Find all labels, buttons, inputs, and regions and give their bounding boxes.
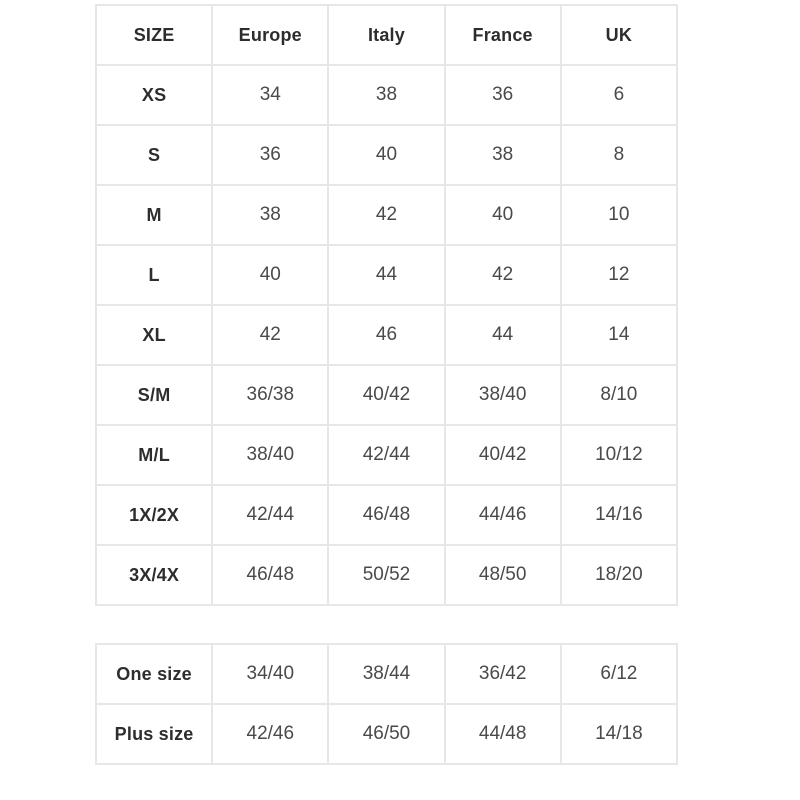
value-cell: 8/10 (561, 365, 677, 425)
row-label-cell: S (96, 125, 212, 185)
row-label-cell: 3X/4X (96, 545, 212, 605)
row-label-cell: Plus size (96, 704, 212, 764)
value-cell: 36/42 (445, 644, 561, 704)
table-row (96, 425, 677, 485)
table-row (96, 644, 677, 704)
value-cell: 34/40 (212, 644, 328, 704)
table-header-row (96, 5, 677, 65)
row-label-cell: L (96, 245, 212, 305)
header-cell: France (445, 5, 561, 65)
row-label-cell: M/L (96, 425, 212, 485)
row-label-cell: XL (96, 305, 212, 365)
value-cell: 46/48 (328, 485, 444, 545)
value-cell: 42/46 (212, 704, 328, 764)
header-cell: SIZE (96, 5, 212, 65)
table-row (96, 65, 677, 125)
value-cell: 38 (328, 65, 444, 125)
value-cell: 14 (561, 305, 677, 365)
value-cell: 36/38 (212, 365, 328, 425)
value-cell: 40 (328, 125, 444, 185)
value-cell: 6 (561, 65, 677, 125)
row-label-cell: S/M (96, 365, 212, 425)
one-size-plus-size-table (95, 643, 678, 765)
value-cell: 48/50 (445, 545, 561, 605)
value-cell: 50/52 (328, 545, 444, 605)
table-row (96, 185, 677, 245)
value-cell: 44/46 (445, 485, 561, 545)
header-cell: Italy (328, 5, 444, 65)
size-conversion-table-body (96, 65, 677, 605)
value-cell: 12 (561, 245, 677, 305)
value-cell: 10 (561, 185, 677, 245)
size-chart-page (95, 4, 678, 765)
value-cell: 38/40 (445, 365, 561, 425)
value-cell: 36 (445, 65, 561, 125)
table-row (96, 125, 677, 185)
value-cell: 46 (328, 305, 444, 365)
value-cell: 40 (445, 185, 561, 245)
one-size-plus-size-table-body (96, 644, 677, 764)
value-cell: 40 (212, 245, 328, 305)
table-row (96, 704, 677, 764)
value-cell: 42/44 (212, 485, 328, 545)
value-cell: 42 (445, 245, 561, 305)
value-cell: 38/40 (212, 425, 328, 485)
header-cell: Europe (212, 5, 328, 65)
value-cell: 36 (212, 125, 328, 185)
size-conversion-table (95, 4, 678, 606)
value-cell: 14/16 (561, 485, 677, 545)
value-cell: 14/18 (561, 704, 677, 764)
table-row (96, 485, 677, 545)
value-cell: 38/44 (328, 644, 444, 704)
header-cell: UK (561, 5, 677, 65)
value-cell: 42/44 (328, 425, 444, 485)
value-cell: 46/50 (328, 704, 444, 764)
value-cell: 40/42 (328, 365, 444, 425)
row-label-cell: M (96, 185, 212, 245)
value-cell: 46/48 (212, 545, 328, 605)
value-cell: 44 (445, 305, 561, 365)
value-cell: 44 (328, 245, 444, 305)
value-cell: 42 (328, 185, 444, 245)
row-label-cell: XS (96, 65, 212, 125)
table-row (96, 365, 677, 425)
value-cell: 18/20 (561, 545, 677, 605)
table-row (96, 545, 677, 605)
value-cell: 44/48 (445, 704, 561, 764)
value-cell: 42 (212, 305, 328, 365)
row-label-cell: One size (96, 644, 212, 704)
value-cell: 38 (212, 185, 328, 245)
size-conversion-table-header (96, 5, 677, 65)
table-row (96, 245, 677, 305)
value-cell: 38 (445, 125, 561, 185)
value-cell: 8 (561, 125, 677, 185)
value-cell: 34 (212, 65, 328, 125)
row-label-cell: 1X/2X (96, 485, 212, 545)
value-cell: 10/12 (561, 425, 677, 485)
value-cell: 6/12 (561, 644, 677, 704)
value-cell: 40/42 (445, 425, 561, 485)
table-row (96, 305, 677, 365)
